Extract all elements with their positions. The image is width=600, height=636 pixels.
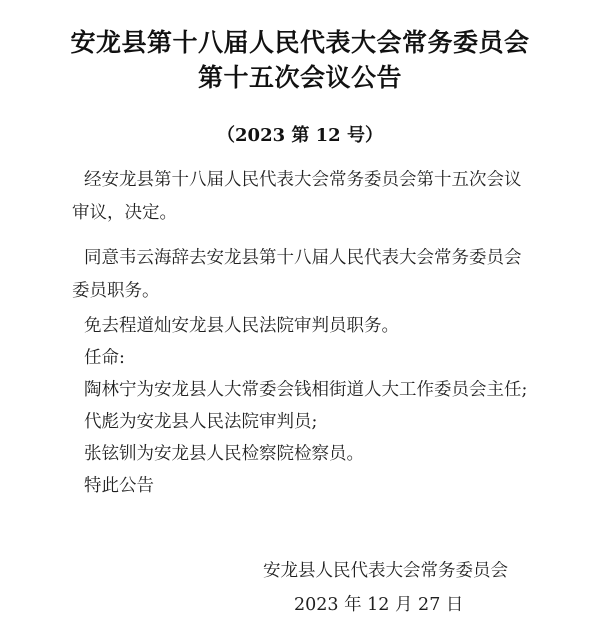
paragraph-1-line-1: 经安龙县第十八届人民代表大会常务委员会第十五次会议 [84, 170, 522, 190]
paragraph-7: 张铉钏为安龙县人民检察院检察员。 [84, 444, 364, 464]
signature-organization: 安龙县人民代表大会常务委员会 [263, 561, 508, 581]
paragraph-4: 任命: [84, 348, 125, 368]
paragraph-2-line-1: 同意韦云海辞去安龙县第十八届人民代表大会常务委员会 [84, 248, 522, 268]
paragraph-8: 特此公告 [84, 476, 154, 496]
paragraph-6: 代彪为安龙县人民法院审判员; [84, 412, 318, 432]
document-number: （2023 第 12 号） [217, 125, 383, 146]
signature-date: 2023 年 12 月 27 日 [294, 595, 464, 615]
paragraph-2-line-2: 委员职务。 [72, 281, 160, 301]
paragraph-1-line-2: 审议，决定。 [72, 203, 177, 223]
paragraph-5: 陶林宁为安龙县人大常委会钱相街道人大工作委员会主任; [84, 380, 528, 400]
title-line-2: 第十五次会议公告 [197, 63, 402, 92]
title-line-1: 安龙县第十八届人民代表大会常务委员会 [70, 28, 530, 57]
paragraph-3: 免去程道灿安龙县人民法院审判员职务。 [84, 316, 399, 336]
